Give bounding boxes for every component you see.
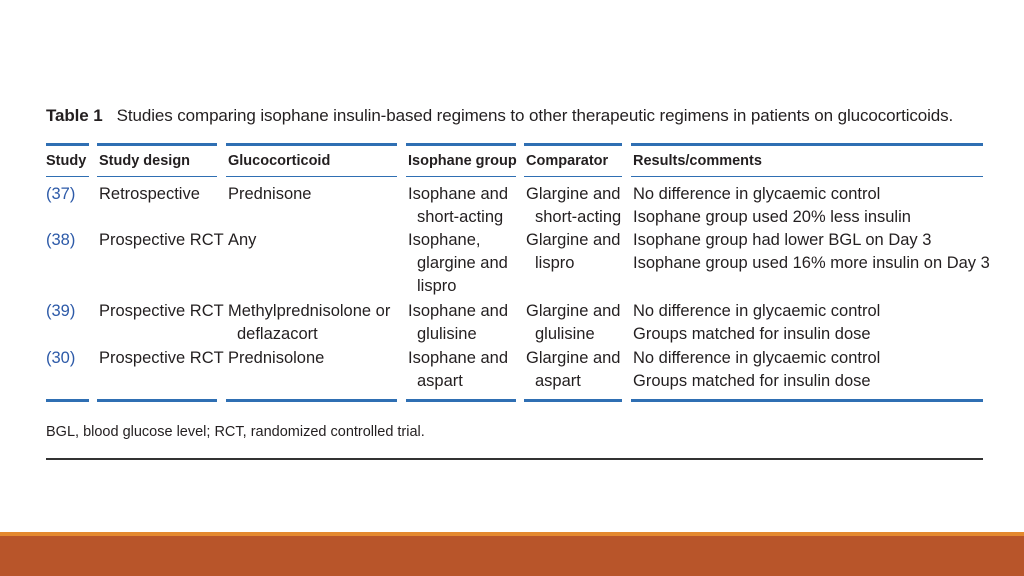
cell-line: Glargine and: [526, 302, 621, 320]
study-ref-link[interactable]: (39): [46, 302, 76, 320]
cell-line: Glargine and: [526, 349, 621, 367]
study-design: Prospective RCT: [99, 349, 224, 367]
isophane-group: [408, 183, 508, 229]
cell-line: Prednisone: [228, 185, 312, 203]
header-bottom-rule: [631, 176, 983, 177]
cell-line: Isophane,: [408, 231, 481, 249]
cell-line: Glargine and: [526, 231, 621, 249]
comparator: [526, 229, 620, 275]
column-header-design: Study design: [99, 153, 191, 169]
column-header-comparator: Comparator: [526, 153, 609, 169]
cell-line: Glargine and: [526, 185, 621, 203]
table-caption-text: Studies comparing isophane insulin-based regimens to other therapeutic regimens in patients on glucocorticoids.: [116, 106, 954, 125]
cell-line: lispro: [535, 254, 575, 272]
table-bottom-rule: [46, 399, 89, 402]
glucocorticoid: [228, 229, 256, 252]
comparator: [526, 300, 620, 346]
cell-line: Groups matched for insulin dose: [633, 325, 871, 343]
cell-line: aspart: [535, 372, 581, 390]
header-top-rule: [97, 143, 217, 146]
header-top-rule: [226, 143, 397, 146]
header-top-rule: [406, 143, 516, 146]
cell-line: Isophane group used 20% less insulin: [633, 208, 911, 226]
cell-line: No difference in glycaemic control: [633, 349, 881, 367]
study-ref-link[interactable]: (30): [46, 349, 76, 367]
header-bottom-rule: [406, 176, 516, 177]
comparator: [526, 183, 621, 229]
cell-line: deflazacort: [237, 325, 318, 343]
study-design: Prospective RCT: [99, 302, 224, 320]
table-bottom-rule: [226, 399, 397, 402]
comparator: [526, 347, 620, 393]
table-footnote: BGL, blood glucose level; RCT, randomized controlled trial.: [46, 424, 425, 440]
cell-line: Any: [228, 231, 257, 249]
cell-line: Isophane group used 16% more insulin on Day 3: [633, 254, 990, 272]
glucocorticoid: [228, 347, 324, 370]
cell-line: Isophane and: [408, 349, 509, 367]
glucocorticoid: [228, 183, 311, 206]
cell-line: Isophane and: [408, 302, 509, 320]
table-bottom-rule: [524, 399, 622, 402]
column-header-results: Results/comments: [633, 153, 762, 169]
cell-line: Prednisolone: [228, 349, 325, 367]
header-bottom-rule: [524, 176, 622, 177]
header-top-rule: [46, 143, 89, 146]
cell-line: short-acting: [535, 208, 622, 226]
cell-line: short-acting: [417, 208, 504, 226]
cell-line: lispro: [417, 277, 457, 295]
cell-line: aspart: [417, 372, 463, 390]
column-header-glucocorticoid: Glucocorticoid: [228, 153, 331, 169]
header-bottom-rule: [97, 176, 217, 177]
study-ref-link[interactable]: (38): [46, 231, 76, 249]
header-bottom-rule: [46, 176, 89, 177]
footnote-divider: [46, 458, 983, 460]
cell-line: No difference in glycaemic control: [633, 302, 881, 320]
results-comments: [633, 347, 880, 393]
table-bottom-rule: [406, 399, 516, 402]
isophane-group: [408, 300, 508, 346]
isophane-group: [408, 347, 508, 393]
cell-line: No difference in glycaemic control: [633, 185, 881, 203]
study-design: Prospective RCT: [99, 231, 224, 249]
results-comments: [633, 300, 880, 346]
column-header-isophane: Isophane group: [408, 153, 517, 169]
cell-line: Isophane group had lower BGL on Day 3: [633, 231, 932, 249]
header-bottom-rule: [226, 176, 397, 177]
cell-line: glulisine: [417, 325, 477, 343]
cell-line: Groups matched for insulin dose: [633, 372, 871, 390]
cell-line: glulisine: [535, 325, 595, 343]
table-bottom-rule: [97, 399, 217, 402]
table-bottom-rule: [631, 399, 983, 402]
header-top-rule: [631, 143, 983, 146]
column-header-study: Study: [46, 153, 87, 169]
cell-line: Isophane and: [408, 185, 509, 203]
cell-line: glargine and: [417, 254, 508, 272]
table-caption: [46, 106, 953, 126]
results-comments: [633, 229, 990, 275]
study-ref-link[interactable]: (37): [46, 185, 76, 203]
slide-footer-band: [0, 536, 1024, 576]
isophane-group: [408, 229, 508, 298]
cell-line: Methylprednisolone or: [228, 302, 391, 320]
study-design: Retrospective: [99, 185, 200, 203]
header-top-rule: [524, 143, 622, 146]
glucocorticoid: [228, 300, 390, 346]
table-label: Table 1: [46, 106, 103, 125]
results-comments: [633, 183, 911, 229]
